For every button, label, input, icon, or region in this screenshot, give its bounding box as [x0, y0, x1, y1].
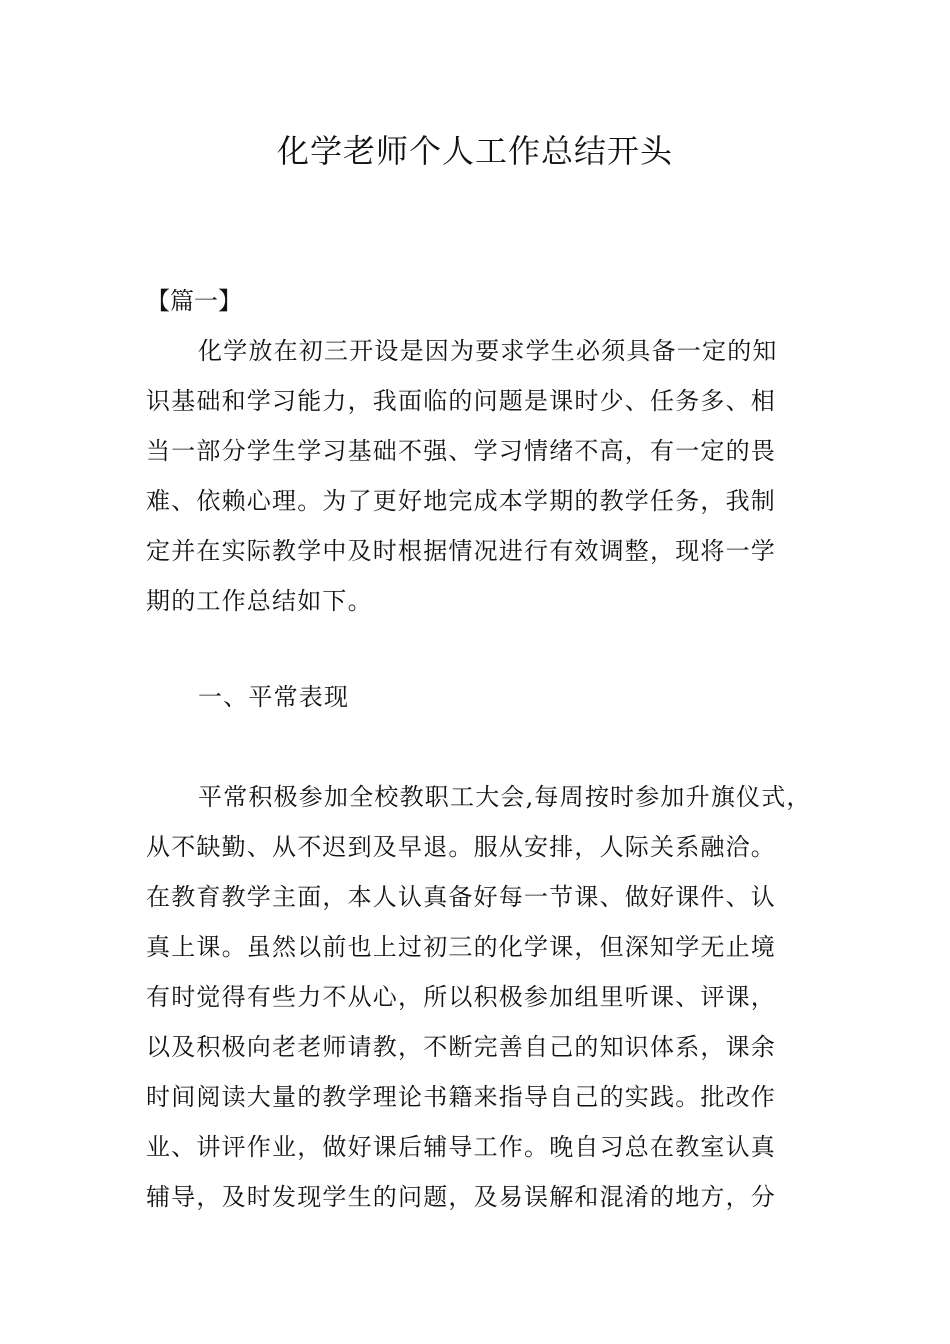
- text-line: 难、依赖心理。为了更好地完成本学期的教学任务，我制: [146, 487, 776, 515]
- section-heading: 一、平常表现: [198, 683, 350, 711]
- text-line: 业、讲评作业，做好课后辅导工作。晚自习总在教室认真: [146, 1133, 776, 1161]
- text-line: 期的工作总结如下。: [146, 587, 373, 615]
- text-line: 从不缺勤、从不迟到及早退。服从安排，人际关系融洽。: [146, 833, 776, 861]
- text-line: 定并在实际教学中及时根据情况进行有效调整，现将一学: [146, 537, 776, 565]
- text-line: 平常积极参加全校教职工大会,每周按时参加升旗仪式，: [198, 783, 812, 811]
- text-line: 有时觉得有些力不从心，所以积极参加组里听课、评课，: [146, 983, 776, 1011]
- text-line: 当一部分学生学习基础不强、学习情绪不高，有一定的畏: [146, 437, 776, 465]
- section-tag: 【篇一】: [146, 287, 242, 315]
- text-line: 辅导，及时发现学生的问题，及易误解和混淆的地方，分: [146, 1183, 776, 1211]
- document-title: 化学老师个人工作总结开头: [276, 132, 673, 170]
- text-line: 真上课。虽然以前也上过初三的化学课，但深知学无止境: [146, 933, 776, 961]
- text-line: 识基础和学习能力，我面临的问题是课时少、任务多、相: [146, 387, 776, 415]
- intro-paragraph: [146, 326, 816, 626]
- text-line: 化学放在初三开设是因为要求学生必须具备一定的知: [198, 337, 778, 365]
- body-paragraph: [146, 772, 816, 1222]
- text-line: 在教育教学主面，本人认真备好每一节课、做好课件、认: [146, 883, 776, 911]
- text-line: 以及积极向老老师请教，不断完善自己的知识体系，课余: [146, 1033, 776, 1061]
- text-line: 时间阅读大量的教学理论书籍来指导自己的实践。批改作: [146, 1083, 776, 1111]
